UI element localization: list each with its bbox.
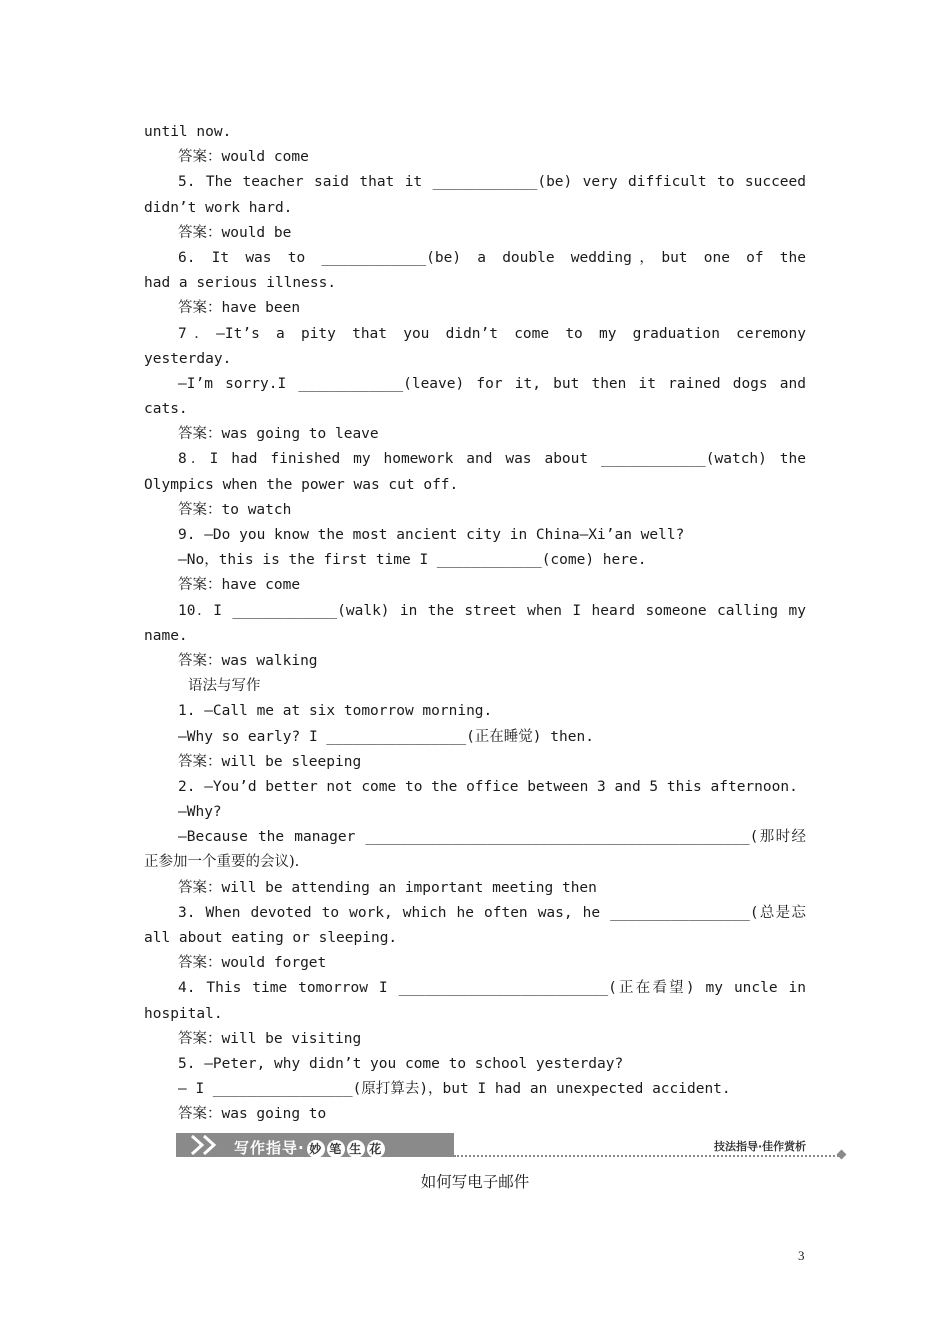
text-line: cats. (144, 401, 188, 418)
question-line: 5. The teacher said that it ____________(be) very difficult to succeed (178, 174, 806, 191)
question-line: —Why so early? I ________________(正在睡觉) then. (178, 728, 594, 745)
text-line: Olympics when the power was cut off. (144, 476, 459, 493)
diamond-icon (837, 1150, 847, 1160)
question-line: 2. —You’d better not come to the office between 3 and 5 this afternoon. (178, 778, 798, 795)
question-line: 9. —Do you know the most ancient city in China—Xi’an well? (178, 527, 685, 543)
banner-right-label: 技法指导·佳作赏析 (714, 1140, 807, 1153)
section-title: 语法与写作 (188, 678, 261, 695)
question-line: 10．I ____________(walk) in the street when I heard someone calling my (178, 602, 806, 619)
text-line: had a serious illness. (144, 275, 337, 292)
answer-line: 答案：was going to (178, 1106, 327, 1123)
text-line: until now. (144, 124, 232, 140)
question-line: —Why? (178, 804, 222, 821)
question-line: —No，this is the first time I ____________(come) here. (178, 552, 647, 569)
text-line: yesterday. (144, 350, 232, 367)
text-line: hospital. (144, 1005, 223, 1022)
double-chevron-icon (190, 1134, 226, 1156)
answer-line: 答案：have come (178, 577, 301, 594)
section-subheading: 如何写电子邮件 (420, 1173, 530, 1191)
banner-dotted-rule (454, 1155, 839, 1157)
question-line: 4. This time tomorrow I ________________________(正在看望) my uncle in (178, 980, 806, 997)
writing-guide-banner (176, 1130, 848, 1166)
question-line: 3. When devoted to work, which he often was, he ________________(总是忘 (178, 904, 806, 921)
banner-title-text: 写作指导· (234, 1139, 305, 1157)
exercise-content (144, 120, 806, 1128)
text-line: didn’t work hard. (144, 199, 293, 216)
banner-char-4: 花 (367, 1140, 385, 1158)
question-line: —I’m sorry.I ____________(leave) for it, but then it rained dogs and (178, 375, 806, 392)
answer-line: 答案：have been (178, 300, 301, 317)
page-number: 3 (798, 1248, 805, 1263)
answer-line: 答案：will be attending an important meeting then (178, 879, 597, 896)
answer-line: 答案：was walking (178, 652, 318, 669)
question-line: —Because the manager ____________________________________________(那时经 (178, 829, 806, 846)
text-line: all about eating or sleeping. (144, 930, 398, 946)
answer-line: 答案：will be visiting (178, 1030, 362, 1047)
banner-title (234, 1137, 385, 1158)
text-line: name. (144, 627, 188, 644)
answer-line: 答案：would forget (178, 955, 327, 972)
banner-char-1: 妙 (307, 1140, 325, 1158)
question-line: 1. —Call me at six tomorrow morning. (178, 703, 493, 720)
banner-char-2: 笔 (327, 1140, 345, 1158)
answer-line: 答案：to watch (178, 501, 292, 518)
banner-char-3: 生 (347, 1140, 365, 1158)
answer-line: 答案：would be (178, 224, 292, 241)
question-line: 8．I had finished my homework and was about ____________(watch) the (178, 451, 806, 468)
banner-label-box (176, 1133, 454, 1157)
question-line: 7．—It’s a pity that you didn’t come to my graduation ceremony (178, 325, 806, 342)
question-line: 5. —Peter, why didn’t you come to school yesterday? (178, 1055, 624, 1072)
text-line: 正参加一个重要的会议). (144, 854, 300, 871)
question-line: — I ________________(原打算去)，but I had an unexpected accident. (178, 1081, 731, 1098)
question-line: 6. It was to ____________(be) a double wedding，but one of the (178, 249, 806, 266)
answer-line: 答案：will be sleeping (178, 753, 362, 770)
answer-line: 答案：was going to leave (178, 426, 379, 443)
answer-line: 答案：would come (178, 149, 309, 166)
